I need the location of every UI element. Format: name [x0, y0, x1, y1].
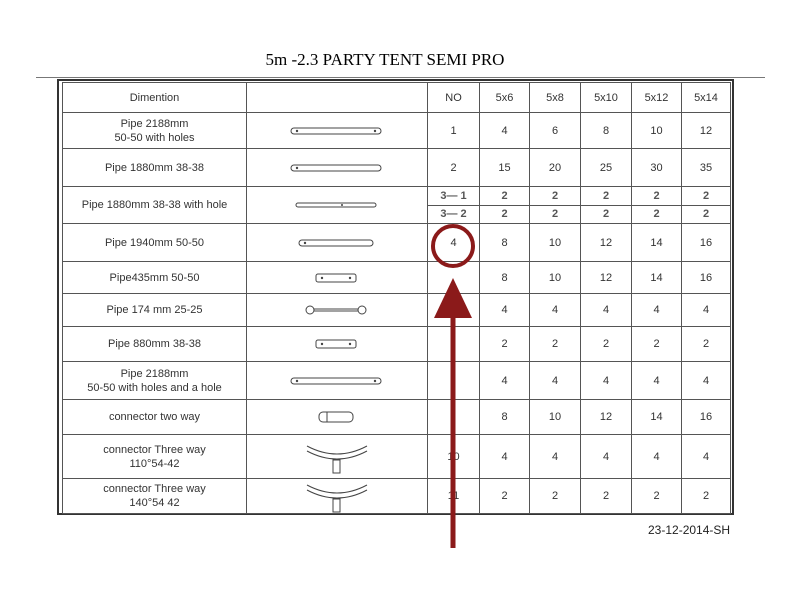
quantity-a: 2 — [682, 187, 730, 206]
quantity-cell: 10 — [530, 400, 581, 435]
pipe-long-drawing — [289, 160, 385, 176]
quantity-cell: 8 — [480, 224, 530, 262]
quantity-a: 2 — [480, 187, 529, 206]
table-row — [63, 327, 731, 362]
quantity-cell: 14 — [632, 400, 682, 435]
part-number — [428, 362, 480, 400]
part-drawing-cell — [247, 435, 428, 479]
quantity-cell: 2 — [581, 327, 632, 362]
pipe-long-hole-drawing — [294, 197, 380, 213]
quantity-cell: 14 — [632, 262, 682, 294]
part-number: 11 — [428, 479, 480, 514]
quantity-cell: 2 — [530, 479, 581, 514]
column-header-3: 5x6 — [480, 83, 530, 113]
part-description: connector two way — [63, 400, 247, 435]
quantity-cell — [682, 187, 731, 224]
table-row — [63, 224, 731, 262]
column-header-4: 5x8 — [530, 83, 581, 113]
part-description: Pipe 174 mm 25-25 — [63, 294, 247, 327]
header-row — [63, 83, 731, 113]
quantity-cell: 4 — [682, 294, 731, 327]
table-row — [63, 362, 731, 400]
quantity-cell: 2 — [581, 479, 632, 514]
quantity-cell: 12 — [682, 113, 731, 149]
title-divider — [36, 77, 765, 78]
part-number — [428, 187, 480, 224]
part-number: 4 — [428, 224, 480, 262]
part-description: Pipe 880mm 38-38 — [63, 327, 247, 362]
quantity-cell: 4 — [682, 362, 731, 400]
quantity-cell: 8 — [480, 400, 530, 435]
part-drawing-cell — [247, 149, 428, 187]
quantity-cell: 2 — [480, 327, 530, 362]
column-header-2: NO — [428, 83, 480, 113]
connector-two-way-drawing — [317, 408, 357, 426]
quantity-cell: 10 — [530, 262, 581, 294]
column-header-7: 5x14 — [682, 83, 731, 113]
pipe-short-drawing — [314, 270, 360, 286]
quantity-cell: 4 — [480, 435, 530, 479]
table-row — [63, 187, 731, 224]
quantity-cell: 2 — [632, 327, 682, 362]
quantity-cell: 15 — [480, 149, 530, 187]
quantity-b: 2 — [653, 208, 660, 221]
part-drawing-cell — [247, 224, 428, 262]
part-number-b: 3— 2 — [440, 208, 467, 221]
quantity-cell: 2 — [682, 327, 731, 362]
part-number: 1 — [428, 113, 480, 149]
pipe-long-holes-drawing — [289, 373, 385, 389]
part-drawing-cell — [247, 362, 428, 400]
quantity-cell — [530, 187, 581, 224]
quantity-cell: 4 — [480, 294, 530, 327]
table-row — [63, 479, 731, 514]
quantity-cell: 4 — [480, 362, 530, 400]
quantity-cell: 20 — [530, 149, 581, 187]
quantity-cell: 4 — [581, 435, 632, 479]
quantity-cell: 8 — [480, 262, 530, 294]
quantity-a: 2 — [632, 187, 681, 206]
part-number — [428, 327, 480, 362]
quantity-cell: 4 — [530, 362, 581, 400]
quantity-cell: 10 — [530, 224, 581, 262]
part-drawing-cell — [247, 187, 428, 224]
quantity-cell: 4 — [530, 294, 581, 327]
quantity-b: 2 — [501, 208, 508, 221]
quantity-cell: 10 — [632, 113, 682, 149]
quantity-cell: 2 — [682, 479, 731, 514]
quantity-cell: 4 — [480, 113, 530, 149]
column-header-1 — [247, 83, 428, 113]
document-footer: 23-12-2014-SH — [648, 523, 731, 537]
part-number: 2 — [428, 149, 480, 187]
quantity-a: 2 — [530, 187, 580, 206]
quantity-cell: 4 — [632, 294, 682, 327]
part-number — [428, 294, 480, 327]
quantity-cell: 16 — [682, 224, 731, 262]
quantity-cell: 2 — [632, 479, 682, 514]
part-drawing-cell — [247, 327, 428, 362]
pipe-long-holes-drawing — [289, 123, 385, 139]
part-description: Pipe435mm 50-50 — [63, 262, 247, 294]
quantity-cell — [480, 187, 530, 224]
connector-three-way-drawing — [305, 479, 369, 513]
part-number-a: 3— 1 — [428, 187, 479, 206]
part-drawing-cell — [247, 262, 428, 294]
connector-three-way-drawing — [305, 440, 369, 474]
pipe-short-drawing — [314, 336, 360, 352]
quantity-cell: 16 — [682, 262, 731, 294]
table-row — [63, 262, 731, 294]
quantity-cell: 4 — [581, 362, 632, 400]
quantity-cell: 6 — [530, 113, 581, 149]
part-drawing-cell — [247, 294, 428, 327]
parts-table — [62, 82, 731, 514]
quantity-cell: 16 — [682, 400, 731, 435]
part-description: Pipe 2188mm 50-50 with holes — [63, 113, 247, 149]
table-row — [63, 435, 731, 479]
part-description: Pipe 1880mm 38-38 with hole — [63, 187, 247, 224]
part-description: connector Three way 140°54 42 — [63, 479, 247, 514]
part-number: 10 — [428, 435, 480, 479]
quantity-cell: 4 — [581, 294, 632, 327]
part-drawing-cell — [247, 113, 428, 149]
table-row — [63, 400, 731, 435]
quantity-cell: 25 — [581, 149, 632, 187]
column-header-0: Dimention — [63, 83, 247, 113]
column-header-6: 5x12 — [632, 83, 682, 113]
pipe-medium-drawing — [297, 235, 377, 251]
quantity-cell: 4 — [530, 435, 581, 479]
quantity-cell: 2 — [480, 479, 530, 514]
table-row — [63, 294, 731, 327]
quantity-b: 2 — [551, 208, 559, 221]
quantity-cell: 4 — [632, 362, 682, 400]
quantity-cell: 12 — [581, 400, 632, 435]
quantity-cell: 8 — [581, 113, 632, 149]
part-description: Pipe 1880mm 38-38 — [63, 149, 247, 187]
part-drawing-cell — [247, 479, 428, 514]
quantity-cell — [581, 187, 632, 224]
quantity-cell: 30 — [632, 149, 682, 187]
quantity-cell: 35 — [682, 149, 731, 187]
quantity-cell: 14 — [632, 224, 682, 262]
pipe-eyelet-drawing — [304, 302, 370, 318]
part-number — [428, 400, 480, 435]
quantity-cell: 4 — [682, 435, 731, 479]
part-description: Pipe 2188mm 50-50 with holes and a hole — [63, 362, 247, 400]
quantity-cell: 2 — [530, 327, 581, 362]
quantity-cell: 12 — [581, 224, 632, 262]
quantity-b: 2 — [602, 208, 610, 221]
quantity-a: 2 — [581, 187, 631, 206]
quantity-cell: 12 — [581, 262, 632, 294]
quantity-cell: 4 — [632, 435, 682, 479]
quantity-b: 2 — [702, 208, 710, 221]
quantity-cell — [632, 187, 682, 224]
column-header-5: 5x10 — [581, 83, 632, 113]
document-title: 5m -2.3 PARTY TENT SEMI PRO — [265, 50, 505, 69]
part-description: Pipe 1940mm 50-50 — [63, 224, 247, 262]
part-number — [428, 262, 480, 294]
part-drawing-cell — [247, 400, 428, 435]
table-row — [63, 113, 731, 149]
table-row — [63, 149, 731, 187]
part-description: connector Three way 110°54-42 — [63, 435, 247, 479]
